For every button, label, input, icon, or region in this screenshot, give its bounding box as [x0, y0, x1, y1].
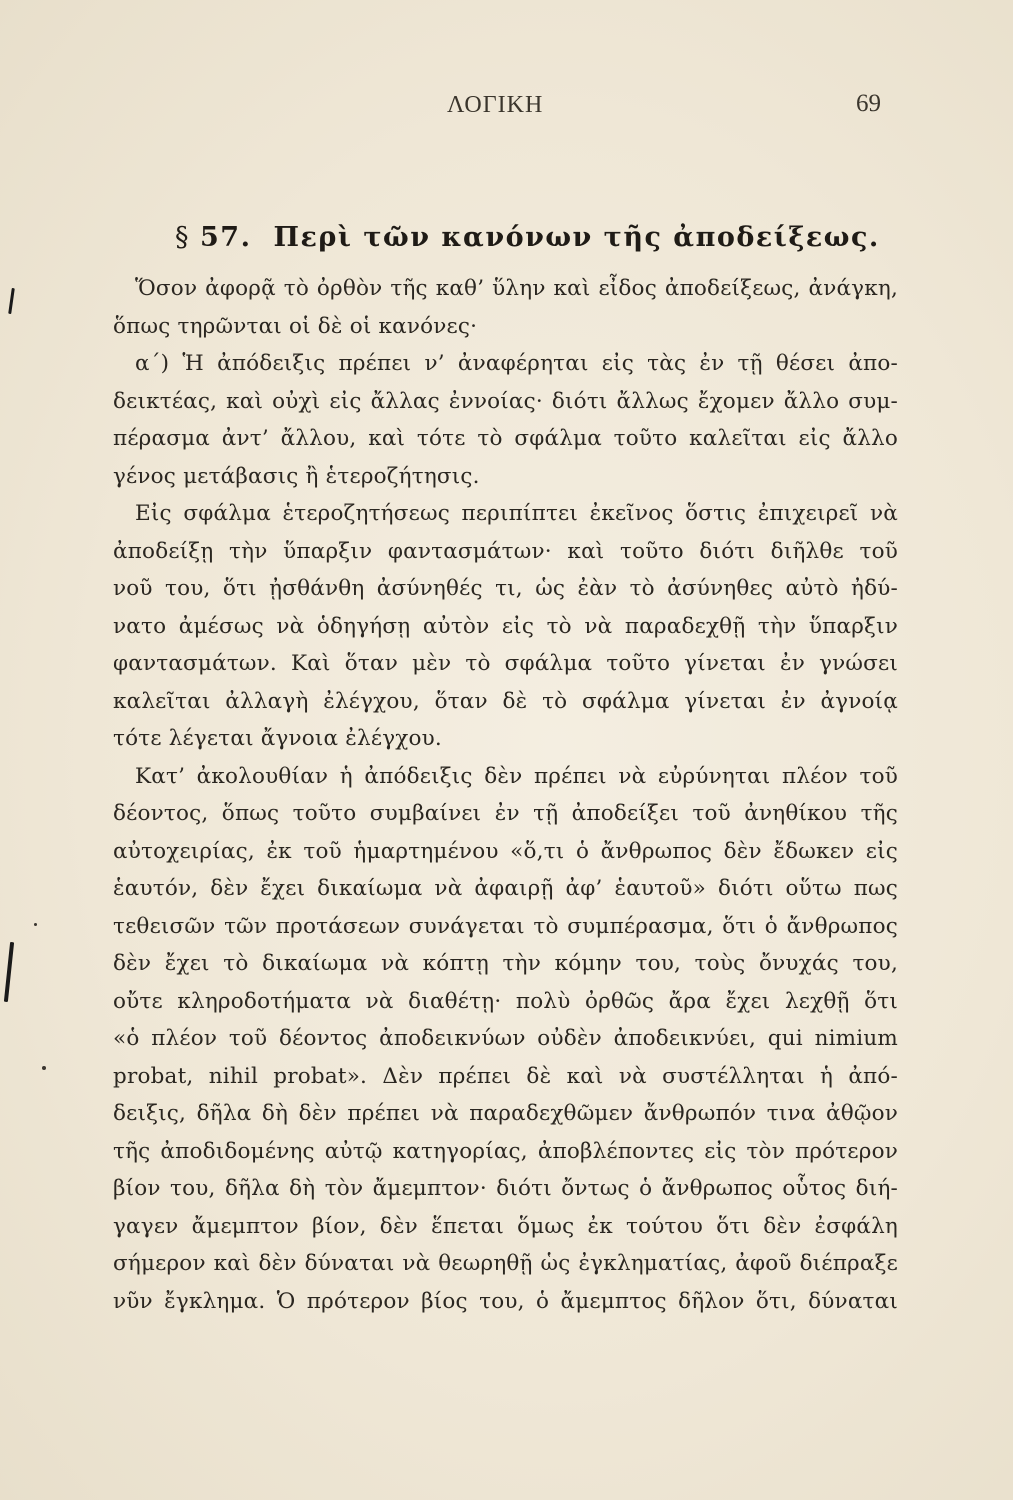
- section-number: 57.: [200, 222, 252, 253]
- margin-ink-mark: [8, 288, 15, 314]
- text-line: Εἰς σφάλμα ἑτεροζητήσεως περιπίπτει ἐκεῖνος ὅστις ἐπιχειρεῖ νὰ: [135, 501, 898, 526]
- text-line: καλεῖται ἀλλαγὴ ἐλέγχου, ὅταν δὲ τὸ σφάλμα γίνεται ἐν ἀγνοίᾳ: [113, 688, 898, 714]
- text-line: σήμερον καὶ δὲν δύναται νὰ θεωρηθῇ ὡς ἐγκληματίας, ἀφοῦ διέπραξε: [113, 1251, 898, 1276]
- text-line: τεθεισῶν τῶν προτάσεων συνάγεται τὸ συμπέρασμα, ὅτι ὁ ἄνθρωπος: [113, 913, 898, 939]
- text-line: οὔτε κληροδοτήματα νὰ διαθέτῃ· πολὺ ὀρθῶς ἄρα ἔχει λεχθῇ ὅτι: [113, 988, 898, 1014]
- text-line: Ὅσον ἀφορᾷ τὸ ὀρθὸν τῆς καθ’ ὕλην καὶ εἶδος ἀποδείξεως, ἀνάγκη,: [135, 276, 898, 301]
- text-line: γένος μετάβασις ἢ ἑτεροζήτησις.: [113, 463, 480, 489]
- page-number: 69: [856, 90, 881, 117]
- margin-speck: [42, 1066, 46, 1070]
- text-line: νατο ἀμέσως νὰ ὁδηγήσῃ αὐτὸν εἰς τὸ νὰ παραδεχθῇ τὴν ὕπαρξιν: [113, 613, 898, 639]
- text-line: φαντασμάτων. Καὶ ὅταν μὲν τὸ σφάλμα τοῦτο γίνεται ἐν γνώσει: [113, 651, 898, 676]
- text-line: ἑαυτόν, δὲν ἔχει δικαίωμα νὰ ἀφαιρῇ ἀφ’ ἑαυτοῦ» διότι οὕτω πως: [113, 876, 898, 901]
- text-line: δειξις, δῆλα δὴ δὲν πρέπει νὰ παραδεχθῶμεν ἄνθρωπόν τινα ἀθῷον: [113, 1101, 898, 1126]
- section-heading: [175, 222, 895, 253]
- section-title: Περὶ τῶν κανόνων τῆς ἀποδείξεως.: [273, 222, 880, 253]
- text-line: δὲν ἔχει τὸ δικαίωμα νὰ κόπτῃ τὴν κόμην του, τοὺς ὄνυχάς του,: [113, 951, 898, 976]
- text-line: ὅπως τηρῶνται οἱ δὲ οἱ κανόνες·: [113, 313, 478, 339]
- margin-ink-mark: [4, 942, 14, 1002]
- text-line: βίον του, δῆλα δὴ τὸν ἄμεμπτον· διότι ὄντως ὁ ἄνθρωπος οὗτος διή-: [113, 1176, 898, 1201]
- text-line: «ὁ πλέον τοῦ δέοντος ἀποδεικνύων οὐδὲν ἀποδεικνύει, qui nimium: [113, 1026, 898, 1051]
- text-line: probat, nihil probat». Δὲν πρέπει δὲ καὶ νὰ συστέλληται ἡ ἀπό-: [113, 1063, 898, 1089]
- text-line: τότε λέγεται ἄγνοια ἐλέγχου.: [113, 726, 442, 751]
- text-line: τῆς ἀποδιδομένης αὐτῷ κατηγορίας, ἀποβλέποντες εἰς τὸν πρότερον: [113, 1138, 898, 1164]
- text-line: δέοντος, ὅπως τοῦτο συμβαίνει ἐν τῇ ἀποδείξει τοῦ ἀνηθίκου τῆς: [113, 801, 898, 826]
- text-line: πέρασμα ἀντ’ ἄλλου, καὶ τότε τὸ σφάλμα τοῦτο καλεῖται εἰς ἄλλο: [113, 426, 898, 451]
- text-line: Κατ’ ἀκολουθίαν ἡ ἀπόδειξις δὲν πρέπει νὰ εὐρύνηται πλέον τοῦ: [135, 763, 898, 789]
- text-line: γαγεν ἄμεμπτον βίον, δὲν ἕπεται ὅμως ἐκ τούτου ὅτι δὲν ἐσφάλη: [113, 1213, 898, 1239]
- running-head: ΛΟΓΙΚΗ: [447, 92, 544, 118]
- text-line: νοῦ του, ὅτι ᾐσθάνθη ἀσύνηθές τι, ὡς ἐὰν τὸ ἀσύνηθες αὐτὸ ἠδύ-: [113, 576, 898, 601]
- text-line: ἀποδείξῃ τὴν ὕπαρξιν φαντασμάτων· καὶ τοῦτο διότι διῆλθε τοῦ: [113, 538, 898, 564]
- section-sign: §: [175, 222, 190, 253]
- text-line: νῦν ἔγκλημα. Ὁ πρότερον βίος του, ὁ ἄμεμπτος δῆλον ὅτι, δύναται: [113, 1288, 898, 1314]
- body-text: [113, 270, 898, 1320]
- text-line: δεικτέας, καὶ οὐχὶ εἰς ἄλλας ἐννοίας· διότι ἄλλως ἔχομεν ἄλλο συμ-: [113, 388, 898, 414]
- margin-speck: [34, 923, 37, 926]
- text-line: α΄) Ἡ ἀπόδειξις πρέπει ν’ ἀναφέρηται εἰς τὰς ἐν τῇ θέσει ἀπο-: [135, 351, 898, 376]
- text-line: αὐτοχειρίας, ἐκ τοῦ ἡμαρτημένου «ὅ,τι ὁ ἄνθρωπος δὲν ἔδωκεν εἰς: [113, 838, 898, 864]
